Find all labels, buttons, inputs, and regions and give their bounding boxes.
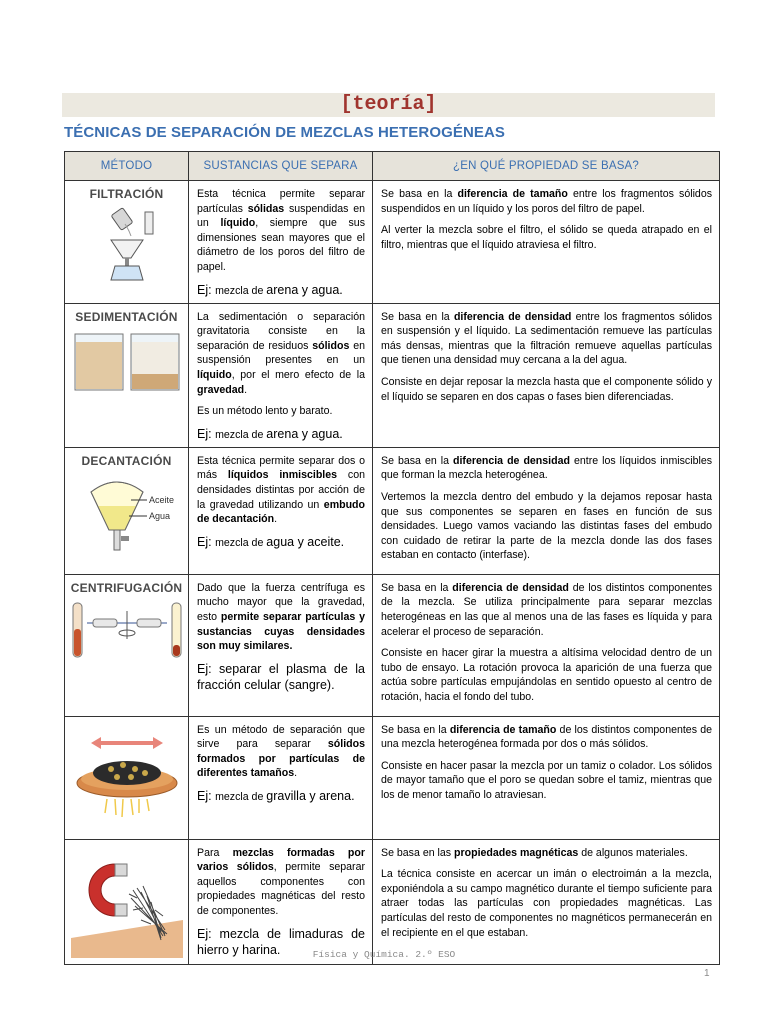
page-title: TÉCNICAS DE SEPARACIÓN DE MEZCLAS HETEROGÉNEAS (64, 124, 506, 141)
magnet-icon (71, 850, 183, 958)
substances-text: Dado que la fuerza centrífuga es mucho mayor que la gravedad, esto permite separar partículas y sustancias cuyas densidades son muy similares. (197, 581, 366, 653)
method-cell (65, 303, 189, 447)
property-paragraph: Se basa en las propiedades magnéticas de algunos materiales. (381, 846, 688, 859)
property-cell (373, 447, 720, 574)
table-row (65, 447, 720, 574)
page-number: 1 (704, 968, 710, 979)
property-paragraph: Consiste en hacer girar la muestra a altísima velocidad dentro de un tubo de ensayo. La rotación provoca la aparición de una fuerza que actúa sobre partículas empujándolas en sentido opuesto al centro de rotación, hacia el fondo del tubo. (381, 647, 712, 704)
substances-text: La sedimentación o separación gravitatoria consiste en la separación de residuos sólidos en suspensión presentes en un líquido, por el mero efecto de la gravedad. (197, 310, 365, 396)
method-cell (65, 181, 189, 304)
substances-cell (189, 447, 373, 574)
example-text: Ej: mezcla de arena y agua. (197, 426, 343, 441)
aceite-label: Aceite (148, 495, 174, 506)
sediment-beakers-icon (71, 328, 183, 394)
method-name: FILTRACIÓN (89, 187, 164, 201)
filter-funnel-icon (95, 206, 159, 284)
property-paragraph: Consiste en hacer pasar la mezcla por un tamiz o colador. Los sólidos de mayor tamaño que el poro se quedan sobre el tamiz, mientras que los de menor tamaño lo atraviesan. (381, 759, 712, 801)
agua-label: Agua (148, 511, 170, 522)
method-cell (65, 839, 189, 964)
column-header-property: ¿EN QUÉ PROPIEDAD SE BASA? (373, 152, 720, 181)
method-name: DECANTACIÓN (81, 453, 172, 468)
substances-extra: Es un método lento y barato. (197, 405, 333, 418)
table-row (65, 716, 720, 839)
property-paragraph: Al verter la mezcla sobre el filtro, el sólido se queda atrapado en el filtro, mientras que el líquido atraviesa el filtro. (381, 224, 712, 251)
substances-text: Esta técnica permite separar dos o más líquidos inmiscibles con densidades distintas por acción de la gravedad utilizando un embudo de decantación. (197, 454, 365, 526)
footer-text: Física y Química. 2.º ESO (312, 949, 456, 960)
example-text: Ej: mezcla de agua y aceite. (197, 534, 345, 549)
method-cell (65, 716, 189, 839)
method-name: SEDIMENTACIÓN (75, 309, 178, 324)
substances-cell (189, 181, 373, 304)
column-header-substances: SUSTANCIAS QUE SEPARA (189, 152, 373, 181)
substances-text: Esta técnica permite separar partículas sólidas suspendidas en un líquido, siempre que sus dimensiones sean mayores que el diámetro de los poros del filtro de papel. (197, 188, 365, 273)
table-header-row (65, 152, 720, 181)
property-paragraph: Se basa en la diferencia de densidad de los distintos componentes de la mezcla. Se utiliza principalmente para separar mezclas heterogéneas en las que al menos una de las fases es líquida y para acelerar el proceso de separación. (381, 581, 712, 638)
property-paragraph: Se basa en la diferencia de tamaño entre los fragmentos sólidos suspendidos en un líquido y los poros del filtro de papel. (381, 188, 713, 215)
example-text: Ej: mezcla de limaduras de hierro y harina. (197, 926, 365, 957)
example-text: Ej: mezcla de arena y agua. (197, 282, 343, 297)
section-banner: [teoría] (62, 93, 715, 117)
substances-text: Es un método de separación que sirve para separar sólidos formados por partículas de diferentes tamaños. (197, 723, 365, 780)
centrifuge-tubes-icon (69, 599, 185, 663)
table-row (65, 303, 720, 447)
separatory-funnel-icon (71, 472, 183, 556)
property-cell (373, 303, 720, 447)
table-row (65, 574, 720, 716)
property-paragraph: Vertemos la mezcla dentro del embudo y la dejamos reposar hasta que sus componentes se separen en fases en función de sus densidades. Luego vamos vaciando las distintas fases del embudo con cuidado de retirar la parte de la mezcla donde las dos fases estaban en contacto (interfase). (381, 490, 712, 562)
method-cell (65, 574, 189, 716)
property-cell (373, 716, 720, 839)
property-paragraph: Se basa en la diferencia de tamaño de los distintos componentes de una mezcla heterogénea formada por dos o más sólidos. (381, 723, 712, 751)
property-paragraph: Se basa en la diferencia de densidad entre los líquidos inmiscibles que forman la mezcla heterogénea. (381, 454, 713, 482)
substances-cell (189, 716, 373, 839)
property-paragraph: Se basa en la diferencia de densidad entre los fragmentos sólidos en suspensión y el líquido. La sedimentación remueve las partículas más densas, mientras que la filtración remueve aquellas partículas que tienen una densidad muy cercana a la del agua. (381, 310, 712, 367)
separation-methods-table (64, 151, 720, 965)
property-paragraph: Consiste en dejar reposar la mezcla hasta que el componente sólido y el líquido se separen en dos capas o fases bien diferenciadas. (381, 375, 712, 403)
property-cell (373, 839, 720, 964)
example-text: Ej: mezcla de gravilla y arena. (197, 789, 355, 803)
substances-cell (189, 574, 373, 716)
table-row (65, 839, 720, 964)
property-cell (373, 181, 720, 304)
substances-cell (189, 839, 373, 964)
substances-text: Para mezclas formadas por varios sólidos, permite separar aquellos componentes con propiedades magnéticas del resto de componentes. (197, 846, 365, 917)
example-text: Ej: separar el plasma de la fracción celular (sangre). (197, 661, 365, 692)
table-row (65, 181, 720, 304)
column-header-method: MÉTODO (65, 152, 189, 181)
method-name: CENTRIFUGACIÓN (70, 580, 183, 595)
sieve-icon (71, 729, 183, 833)
property-paragraph: La técnica consiste en acercar un imán o electroimán a la mezcla, exponiéndola a su campo magnético durante el tiempo suficiente para atraer todas las partículas con propiedades magnéticas. Las partículas del resto de componentes no magnéticos permanecerán en el recipiente en el que estaban. (381, 868, 712, 939)
method-cell (65, 447, 189, 574)
substances-cell (189, 303, 373, 447)
property-cell (373, 574, 720, 716)
